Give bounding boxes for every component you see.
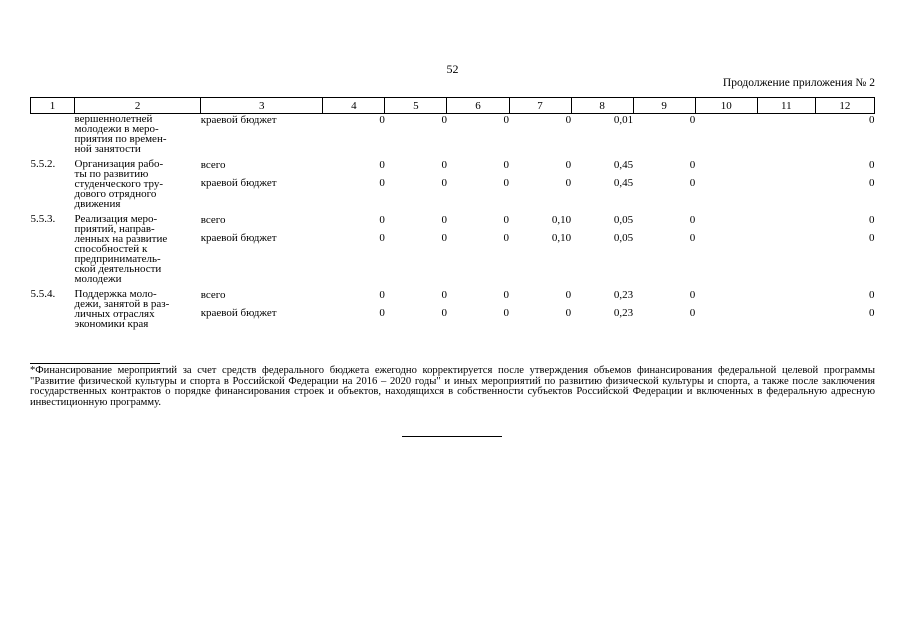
value: 0	[689, 114, 696, 126]
value-cell-c7	[509, 114, 571, 160]
row-name	[75, 214, 201, 289]
row-name-line: ты по развитию	[74, 168, 149, 180]
value: 0	[503, 214, 510, 226]
value: 0	[503, 159, 510, 171]
value: 0	[689, 159, 696, 171]
funding-source-line: краевой бюджет	[200, 307, 277, 319]
value: 0,05	[613, 214, 634, 226]
value-cell-c8	[571, 214, 633, 289]
funding-source	[201, 159, 323, 214]
row-name-line: молодежи	[74, 273, 122, 285]
row-name-line: студенческого тру-	[74, 178, 164, 190]
value-cell-c7	[509, 289, 571, 334]
value-cell-c6	[447, 289, 509, 334]
value-cell-c9	[633, 289, 695, 334]
value-cell-c5	[385, 114, 447, 160]
row-name-line: ной занятости	[74, 143, 141, 155]
funding-source-line: краевой бюджет	[200, 114, 277, 126]
value: 0	[441, 307, 447, 319]
value: 0,01	[613, 114, 634, 126]
value	[757, 289, 815, 307]
appendix-continuation-label: Продолжение приложения № 2	[722, 77, 875, 89]
row-name-line: Реализация меро-	[74, 213, 158, 225]
value: 0	[869, 114, 875, 126]
table-row	[31, 214, 875, 289]
value: 0	[869, 232, 875, 244]
value: 0	[503, 307, 510, 319]
value: 0	[689, 177, 696, 189]
value: 0	[441, 159, 447, 171]
value-cell-c10	[695, 214, 757, 289]
value: 0,45	[613, 159, 634, 171]
value-cell-c9	[633, 214, 695, 289]
end-divider	[402, 436, 502, 437]
value-cell-c12	[815, 114, 874, 160]
funding-source	[201, 214, 323, 289]
value-cell-c4	[323, 214, 385, 289]
value-cell-c4	[323, 289, 385, 334]
row-code: 5.5.4.	[30, 288, 56, 300]
financing-table	[30, 97, 875, 334]
row-name-line: способностей к	[74, 243, 148, 255]
row-name-line: движения	[74, 198, 121, 210]
value: 0	[565, 177, 572, 189]
value	[757, 214, 815, 232]
value: 0	[869, 177, 875, 189]
value	[757, 114, 815, 132]
value	[695, 307, 757, 325]
value: 0	[441, 114, 447, 126]
footnote-text: *Финансирование мероприятий за счет средств федерального бюджета ежегодно корректируется после утверждения объемов финансирования федеральной целевой программы "Развитие физической культуры и спорта в Российской Федерации на 2016 – 2020 годы" и иных мероприятий по развитию физической культуры и спорта, а также после заключения государственных контрактов о порядке финансирования строек и объектов, находящихся в собственности субъектов Российской Федерации и включенных в федеральную адресную инвестиционную программу.	[30, 365, 875, 408]
row-name	[75, 114, 201, 160]
value-cell-c12	[815, 289, 874, 334]
row-name-line: ской деятельности	[74, 263, 162, 275]
column-header: 9	[633, 98, 695, 114]
value-cell-c4	[323, 114, 385, 160]
funding-source-line: краевой бюджет	[200, 177, 277, 189]
row-name-line: ленных на развитие	[74, 233, 168, 245]
table-row	[31, 289, 875, 334]
row-name-line: приятий, направ-	[74, 223, 155, 235]
row-name-line: дежи, занятой в раз-	[74, 298, 170, 310]
column-header: 12	[815, 98, 874, 114]
value: 0	[441, 289, 447, 301]
value: 0	[689, 307, 696, 319]
row-name-line: предприниматель-	[74, 253, 161, 265]
row-name-line: дового отрядного	[74, 188, 157, 200]
row-code	[31, 114, 75, 160]
row-name-line: личных отраслях	[74, 308, 155, 320]
column-header: 5	[385, 98, 447, 114]
row-name	[75, 289, 201, 334]
value-cell-c12	[815, 214, 874, 289]
value: 0	[689, 289, 696, 301]
value: 0	[379, 214, 385, 226]
value-cell-c7	[509, 214, 571, 289]
value: 0	[869, 307, 875, 319]
funding-source-line: всего	[200, 214, 226, 226]
funding-source	[201, 114, 323, 160]
value: 0	[379, 289, 385, 301]
value-cell-c11	[757, 214, 815, 289]
row-code: 5.5.2.	[30, 158, 56, 170]
table-row	[31, 114, 875, 160]
column-header: 11	[757, 98, 815, 114]
value-cell-c11	[757, 159, 815, 214]
value-cell-c5	[385, 289, 447, 334]
value	[757, 159, 815, 177]
value	[757, 307, 815, 325]
row-code: 5.5.3.	[30, 213, 56, 225]
value-cell-c4	[323, 159, 385, 214]
value	[757, 232, 815, 250]
value-cell-c8	[571, 159, 633, 214]
value-cell-c9	[633, 159, 695, 214]
value-cell-c9	[633, 114, 695, 160]
column-header: 7	[509, 98, 571, 114]
value: 0	[379, 114, 385, 126]
funding-source-line: краевой бюджет	[200, 232, 277, 244]
value-cell-c5	[385, 214, 447, 289]
value-cell-c6	[447, 114, 509, 160]
value-cell-c7	[509, 159, 571, 214]
value: 0	[689, 214, 696, 226]
funding-source-line: всего	[200, 289, 226, 301]
column-header: 8	[571, 98, 633, 114]
value: 0	[379, 307, 385, 319]
page-number: 52	[446, 62, 459, 76]
row-name-line: Поддержка моло-	[74, 288, 157, 300]
table-body	[31, 114, 875, 335]
value: 0	[869, 159, 875, 171]
row-name-line: Организация рабо-	[74, 158, 164, 170]
value-cell-c10	[695, 114, 757, 160]
column-header: 1	[31, 98, 75, 114]
value-cell-c6	[447, 159, 509, 214]
value: 0,10	[551, 214, 572, 226]
value: 0	[503, 289, 510, 301]
value: 0,05	[613, 232, 634, 244]
value: 0,45	[613, 177, 634, 189]
value-cell-c11	[757, 289, 815, 334]
value-cell-c10	[695, 159, 757, 214]
value	[695, 177, 757, 195]
value: 0	[565, 307, 572, 319]
value-cell-c10	[695, 289, 757, 334]
header-row	[31, 98, 875, 114]
value-cell-c11	[757, 114, 815, 160]
value: 0,23	[613, 307, 634, 319]
value	[695, 214, 757, 232]
row-name-line: экономики края	[74, 318, 149, 330]
column-header: 10	[695, 98, 757, 114]
footnote	[30, 366, 875, 408]
value	[695, 114, 757, 132]
value: 0	[379, 159, 385, 171]
footnote-divider	[30, 363, 160, 364]
value: 0	[503, 177, 510, 189]
funding-source	[201, 289, 323, 334]
value: 0	[565, 289, 572, 301]
column-header: 2	[75, 98, 201, 114]
value: 0	[565, 159, 572, 171]
value: 0	[869, 289, 875, 301]
column-header: 4	[323, 98, 385, 114]
value-cell-c5	[385, 159, 447, 214]
value: 0	[379, 232, 385, 244]
value: 0	[689, 232, 696, 244]
row-name-line: вершеннолетней	[74, 113, 153, 125]
value	[695, 232, 757, 250]
value	[695, 289, 757, 307]
value	[757, 177, 815, 195]
value: 0	[441, 177, 447, 189]
value-cell-c8	[571, 289, 633, 334]
value: 0	[503, 114, 510, 126]
table-row	[31, 159, 875, 214]
value: 0	[379, 177, 385, 189]
value-cell-c8	[571, 114, 633, 160]
column-header: 6	[447, 98, 509, 114]
funding-source-line: всего	[200, 159, 226, 171]
row-name-line: приятия по времен-	[74, 133, 167, 145]
value: 0	[441, 214, 447, 226]
row-name-line: молодежи в меро-	[74, 123, 159, 135]
value: 0	[441, 232, 447, 244]
value	[695, 159, 757, 177]
value: 0,10	[551, 232, 572, 244]
value-cell-c6	[447, 214, 509, 289]
row-name	[75, 159, 201, 214]
value-cell-c12	[815, 159, 874, 214]
column-header: 3	[201, 98, 323, 114]
value: 0	[503, 232, 510, 244]
value: 0	[565, 114, 572, 126]
value: 0,23	[613, 289, 634, 301]
value: 0	[869, 214, 875, 226]
